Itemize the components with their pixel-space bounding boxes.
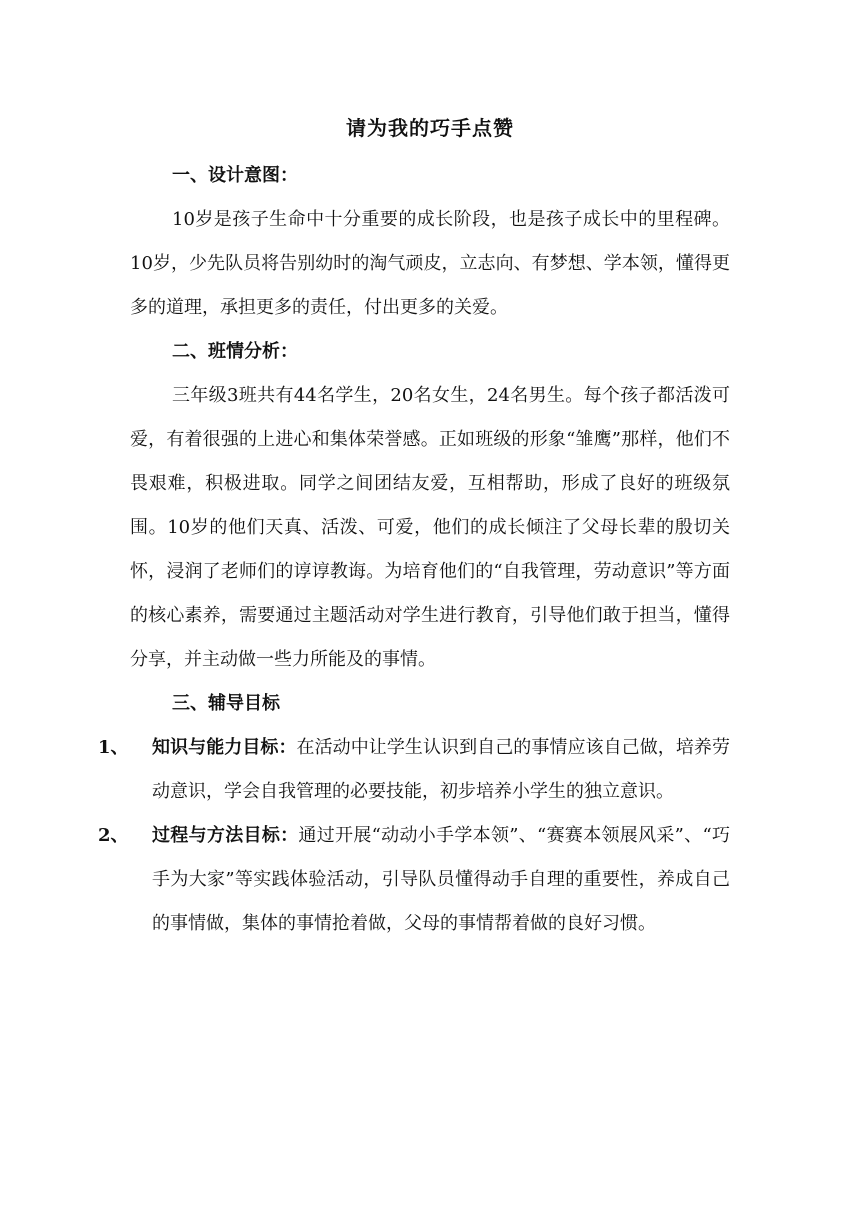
objective-item-body	[152, 814, 730, 946]
objective-item-text: 通过开展“动动小手学本领”、“赛赛本领展风采”、“巧手为大家”等实践体验活动，引导队员懂得动手自理的重要性，养成自己的事情做，集体的事情抢着做，父母的事情帮着做的良好习惯。	[152, 825, 730, 934]
objective-item	[98, 814, 730, 946]
objective-item-number: 2、	[98, 825, 129, 846]
section-heading-design-intent: 一、设计意图：	[172, 165, 298, 186]
objective-item-body	[152, 726, 730, 814]
document-content	[98, 110, 730, 946]
section-paragraph-design-intent: 10岁是孩子生命中十分重要的成长阶段，也是孩子成长中的里程碑。10岁，少先队员将告别幼时的淘气顽皮，立志向、有梦想、学本领，懂得更多的道理，承担更多的责任，付出更多的关爱。	[130, 209, 730, 318]
section-heading-objectives: 三、辅导目标	[172, 693, 280, 714]
objective-item	[98, 726, 730, 814]
document-title: 请为我的巧手点赞	[346, 116, 514, 140]
objective-item-lead: 过程与方法目标：	[152, 825, 299, 846]
objective-item-lead: 知识与能力目标：	[152, 737, 297, 758]
objective-item-text: 在活动中让学生认识到自己的事情应该自己做，培养劳动意识，学会自我管理的必要技能，初步培养小学生的独立意识。	[152, 737, 730, 802]
section-heading-class-analysis: 二、班情分析：	[172, 341, 298, 362]
objective-item-number: 1、	[98, 737, 129, 758]
section-paragraph-class-analysis: 三年级3班共有44名学生，20名女生，24名男生。每个孩子都活泼可爱，有着很强的上进心和集体荣誉感。正如班级的形象“雏鹰”那样，他们不畏艰难，积极进取。同学之间团结友爱，互相帮助，形成了良好的班级氛围。10岁的他们天真、活泼、可爱，他们的成长倾注了父母长辈的殷切关怀，浸润了老师们的谆谆教诲。为培育他们的“自我管理，劳动意识”等方面的核心素养，需要通过主题活动对学生进行教育，引导他们敢于担当，懂得分享，并主动做一些力所能及的事情。	[130, 385, 730, 670]
